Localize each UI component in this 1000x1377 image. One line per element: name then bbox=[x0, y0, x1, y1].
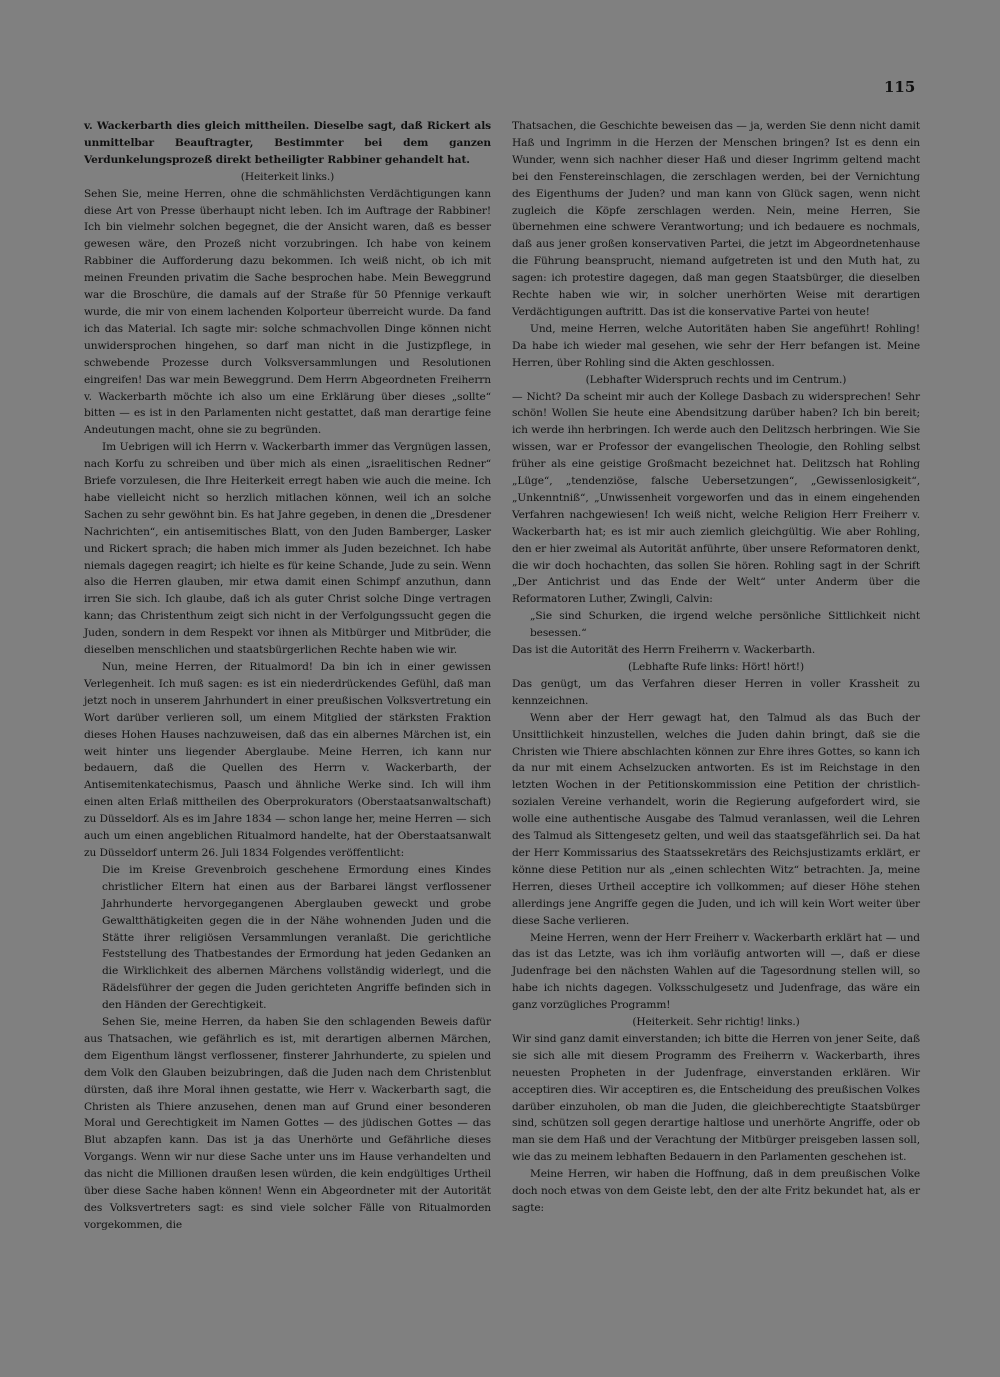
paragraph: Thatsachen, die Geschichte beweisen das — ja, werden Sie denn nicht damit Haß und Ingrimm in die Herzen der Menschen bringen? Ist es denn ein Wunder, wenn sich nachher dieser Haß und dieser Ingrimm geltend macht bei den Fenstereinschlagen, die zerschlagen werden, bei der Vernichtung des Eigenthums der Juden? und man kann von Glück sagen, wenn nicht zugleich die Köpfe zerschlagen werden. Nein, meine Herren, Sie übernehmen eine schwere Verantwortung; und ich bedauere es nochmals, daß aus jener großen konservativen Partei, die jetzt im Abgeordnetenhause die Führung beansprucht, niemand aufgetreten ist und den Muth hat, zu sagen: ich protestire dagegen, daß man gegen Staatsbürger, die dieselben Rechte haben wie wir, in solcher unerhörten Weise mit derartigen Verdächtigungen auftritt. Das ist die konservative Partei von heute! bbox=[512, 120, 920, 318]
paragraph: — Nicht? Da scheint mir auch der Kollege Dasbach zu widersprechen! Sehr schön! Wollen Sie heute eine Abendsitzung darüber haben? Ich bin bereit; ich werde ihn herbringen. Ich werde auch den Delitzsch herbringen. Wie Sie wissen, war er Professor der evangelischen Theologie, den Rohling selbst früher als eine geistige Großmacht bezeichnet hat. Delitzsch hat Rohling „Lüge“, „tendenziöse, falsche Uebersetzungen“, „Gewissenlosigkeit“, „Unkenntniß“, „Unwissenheit vorgeworfen und das in einem eingehenden Verfahren nachgewiesen! Ich weiß nicht, welche Religion Herr Freiherr v. Wackerbarth hat; es ist mir auch ziemlich gleichgültig. Wie aber Rohling, den er hier zweimal als Autorität anführte, über unsere Reformatoren denkt, die wir doch hochachten, das sollen Sie hören. Rohling sagt in der Schrift „Der Antichrist und das Ende der Welt“ unter Anderm über die Reformatoren Luther, Zwingli, Calvin: bbox=[512, 390, 920, 606]
page-number: 115 bbox=[884, 78, 916, 96]
paragraph: „Sie sind Schurken, die irgend welche persönliche Sittlichkeit nicht besessen.“ bbox=[530, 610, 920, 640]
paragraph: Das ist die Autorität des Herrn Freiherrn v. Wackerbarth. bbox=[512, 644, 816, 657]
interjection: (Heiterkeit links.) bbox=[240, 170, 335, 183]
paragraph: Meine Herren, wir haben die Hoffnung, daß in dem preußischen Volke doch noch etwas von dem Geiste lebt, den der alte Fritz bekundet hat, als er sagte: bbox=[512, 1168, 920, 1214]
interjection: (Heiterkeit. Sehr richtig! links.) bbox=[632, 1016, 800, 1029]
right-column bbox=[512, 118, 920, 1217]
paragraph: Nun, meine Herren, der Ritualmord! Da bin ich in einer gewissen Verlegenheit. Ich muß sagen: es ist ein niederdrückendes Gefühl, daß man jetzt noch in unserem Jahrhundert in einer preußischen Volksvertretung ein Wort darüber verlieren soll, um einem Mitglied der stärksten Fraktion dieses Hohen Hauses nachzuweisen, daß das ein albernes Märchen ist, ein weit hinter uns liegender Aberglaube. Meine Herren, ich kann nur bedauern, daß die Quellen des Herrn v. Wackerbarth, der Antisemitenkatechismus, Paasch und ähnliche Werke sind. Ich will ihm einen alten Erlaß mittheilen des Oberprokurators (Oberstaatsanwaltschaft) zu Düsseldorf. Als es im Jahre 1834 — schon lange her, meine Herren — sich auch um einen angeblichen Ritualmord handelte, hat der Oberstaatsanwalt zu Düsseldorf unterm 26. Juli 1834 Folgendes veröffentlicht: bbox=[84, 661, 491, 859]
paragraph: Die im Kreise Grevenbroich geschehene Ermordung eines Kindes christlicher Eltern hat einen aus der Barbarei längst verflossener Jahrhunderte hervorgegangenen Aberglauben geweckt und grobe Gewaltthätigkeiten gegen die in der Nähe wohnenden Juden und die Stätte ihrer religiösen Versammlungen veranlaßt. Die gerichtliche Feststellung des Thatbestandes der Ermordung hat jeden Gedanken an die Wirklichkeit des albernen Märchens vollständig widerlegt, und die Rädelsführer der gegen die Juden gerichteten Angriffe befinden sich in den Händen der Gerechtigkeit. bbox=[102, 863, 491, 1012]
paragraph: Und, meine Herren, welche Autoritäten haben Sie angeführt! Rohling! Da habe ich wieder mal gesehen, wie sehr der Herr befangen ist. Meine Herren, über Rohling sind die Akten geschlossen. bbox=[512, 322, 920, 369]
interjection: (Lebhafte Rufe links: Hört! hört!) bbox=[628, 661, 804, 673]
paragraph: Sehen Sie, meine Herren, ohne die schmählichsten Verdächtigungen kann diese Art von Presse überhaupt nicht leben. Ich im Auftrage der Rabbiner! Ich bin vielmehr solchen begegnet, die der Ansicht waren, daß es besser gewesen wäre, den Prozeß nicht vorzubringen. Ich habe von keinem Rabbiner die Aufforderung dazu bekommen. Ich weiß nicht, ob ich mit meinen Freunden privatim die Sache besprochen habe. Mein Beweggrund war die Broschüre, die damals auf der Straße für 50 Pfennige verkauft wurde, die mir von einem lachenden Kolporteur überreicht wurde. Da fand ich das Material. Ich sagte mir: solche schmachvollen Dinge können nicht unwidersprochen hingehen, so darf man nicht in die Justizpflege, in schwebende Prozesse durch Volksversammlungen und Resolutionen eingreifen! Das war mein Beweggrund. Dem Herrn Abgeordneten Freiherrn v. Wackerbarth möchte ich also um eine Erklärung über dieses „sollte“ bitten — es ist in den Parlamenten nicht gestattet, daß man derartige feine Andeutungen macht, ohne sie zu begründen. bbox=[84, 187, 491, 437]
paragraph: Im Uebrigen will ich Herrn v. Wackerbarth immer das Vergnügen lassen, nach Korfu zu schreiben und über mich als einen „israelitischen Redner“ Briefe vorzulesen, die Ihre Heiterkeit erregt haben wie auch die meine. Ich habe vielleicht nicht so herzlich mitlachen können, weil ich an solche Sachen zu sehr gewöhnt bin. Es hat Jahre gegeben, in denen die „Dresdener Nachrichten“, ein antisemitisches Blatt, von den Juden Bamberger, Lasker und Rickert sprach; die haben mich immer als Juden bezeichnet. Ich habe niemals dagegen reagirt; ich hielte es für keine Schande, Jude zu sein. Wenn also die Herren glauben, mir etwa damit einen Schimpf anzuthun, dann irren Sie sich. Ich glaube, daß ich als guter Christ solche Dinge vertragen kann; das Christenthum zeigt sich nicht in der Verfolgungssucht gegen die Juden, sondern in dem Respekt vor ihnen als Mitbürger und Mitbrüder, die dieselben menschlichen und staatsbürgerlichen Rechte haben wie wir. bbox=[84, 441, 491, 657]
left-column bbox=[84, 118, 491, 1234]
paragraph: Sehen Sie, meine Herren, da haben Sie den schlagenden Beweis dafür aus Thatsachen, wie gefährlich es ist, mit derartigen albernen Märchen, dem Eigenthum längst verflossener, finsterer Jahrhunderte, zu spielen und dem Volk den Glauben beizubringen, daß die Juden nach dem Christenblut dürsten, daß ihre Moral ihnen gestatte, wie Herr v. Wackerbarth sagt, die Christen als Thiere anzusehen, denen man auf Grund einer besonderen Moral und Gerechtigkeit im Namen Gottes — des jüdischen Gottes — das Blut abzapfen kann. Das ist ja das Unerhörte und Gefährliche dieses Vorgangs. Wenn wir nur diese Sache unter uns im Hause verhandelten und das nicht die Millionen draußen lesen würden, die kein endgültiges Urtheil über diese Sache haben können! Wenn ein Abgeordneter mit der Autorität des Volksvertreters sagt: es sind viele solcher Fälle von Ritualmorden vorgekommen, die bbox=[84, 1016, 491, 1231]
paragraph: v. Wackerbarth dies gleich mittheilen. Dieselbe sagt, daß Rickert als unmittelbar Beauftragter, Bestimmter bei dem ganzen Verdunkelungsprozeß direkt betheiligter Rabbiner gehandelt hat. bbox=[84, 120, 491, 166]
paragraph: Wir sind ganz damit einverstanden; ich bitte die Herren von jener Seite, daß sie sich alle mit diesem Programm des Freiherrn v. Wackerbarth, ihres neuesten Propheten in der Judenfrage, einverstanden erklären. Wir acceptiren dies. Wir acceptiren es, die Entscheidung des preußischen Volkes darüber einzuholen, ob man die Juden, die gleichberechtigte Staatsbürger sind, schützen soll gegen derartige haltlose und unerhörte Angriffe, oder ob man sie dem Haß und der Verachtung der Mitbürger preisgeben lassen soll, wie das zu meinem lebhaften Bedauern in den Parlamenten geschehen ist. bbox=[512, 1032, 920, 1164]
paragraph: Das genügt, um das Verfahren dieser Herren in voller Krassheit zu kennzeichnen. bbox=[512, 677, 920, 707]
paragraph: Wenn aber der Herr gewagt hat, den Talmud als das Buch der Unsittlichkeit hinzustellen, welches die Juden dahin bringt, daß sie die Christen wie Thiere abschlachten können zur Ehre ihres Gottes, so kann ich da nur mit einem Achselzucken antworten. Es ist im Reichstage in den letzten Wochen in der Petitionskommission eine Petition der christlich-sozialen Vereine verhandelt, worin die Regierung aufgefordert wird, sie wolle eine authentische Ausgabe des Talmud veranlassen, weil die Lehren des Talmud als Sittengesetz gelten, und weil das staatsgefährlich sei. Da hat der Herr Kommissarius des Staatssekretärs des Reichsjustizamts erklärt, er könne diese Petition nur als „einen schlechten Witz“ betrachten. Ja, meine Herren, dieses Urtheil acceptire ich vollkommen; auf dieser Höhe stehen allerdings jene Angriffe gegen die Juden, und ich will kein Wort weiter über diese Sache verlieren. bbox=[512, 711, 920, 927]
paragraph: Meine Herren, wenn der Herr Freiherr v. Wackerbarth erklärt hat — und das ist das Letzte, was ich ihm vorläufig antworten will —, daß er diese Judenfrage bei den nächsten Wahlen auf die Tagesordnung stellen will, so habe ich nichts dagegen. Volksschulgesetz und Judenfrage, das wäre ein ganz vorzügliches Programm! bbox=[512, 931, 920, 1012]
interjection: (Lebhafter Widerspruch rechts und im Centrum.) bbox=[585, 373, 847, 386]
